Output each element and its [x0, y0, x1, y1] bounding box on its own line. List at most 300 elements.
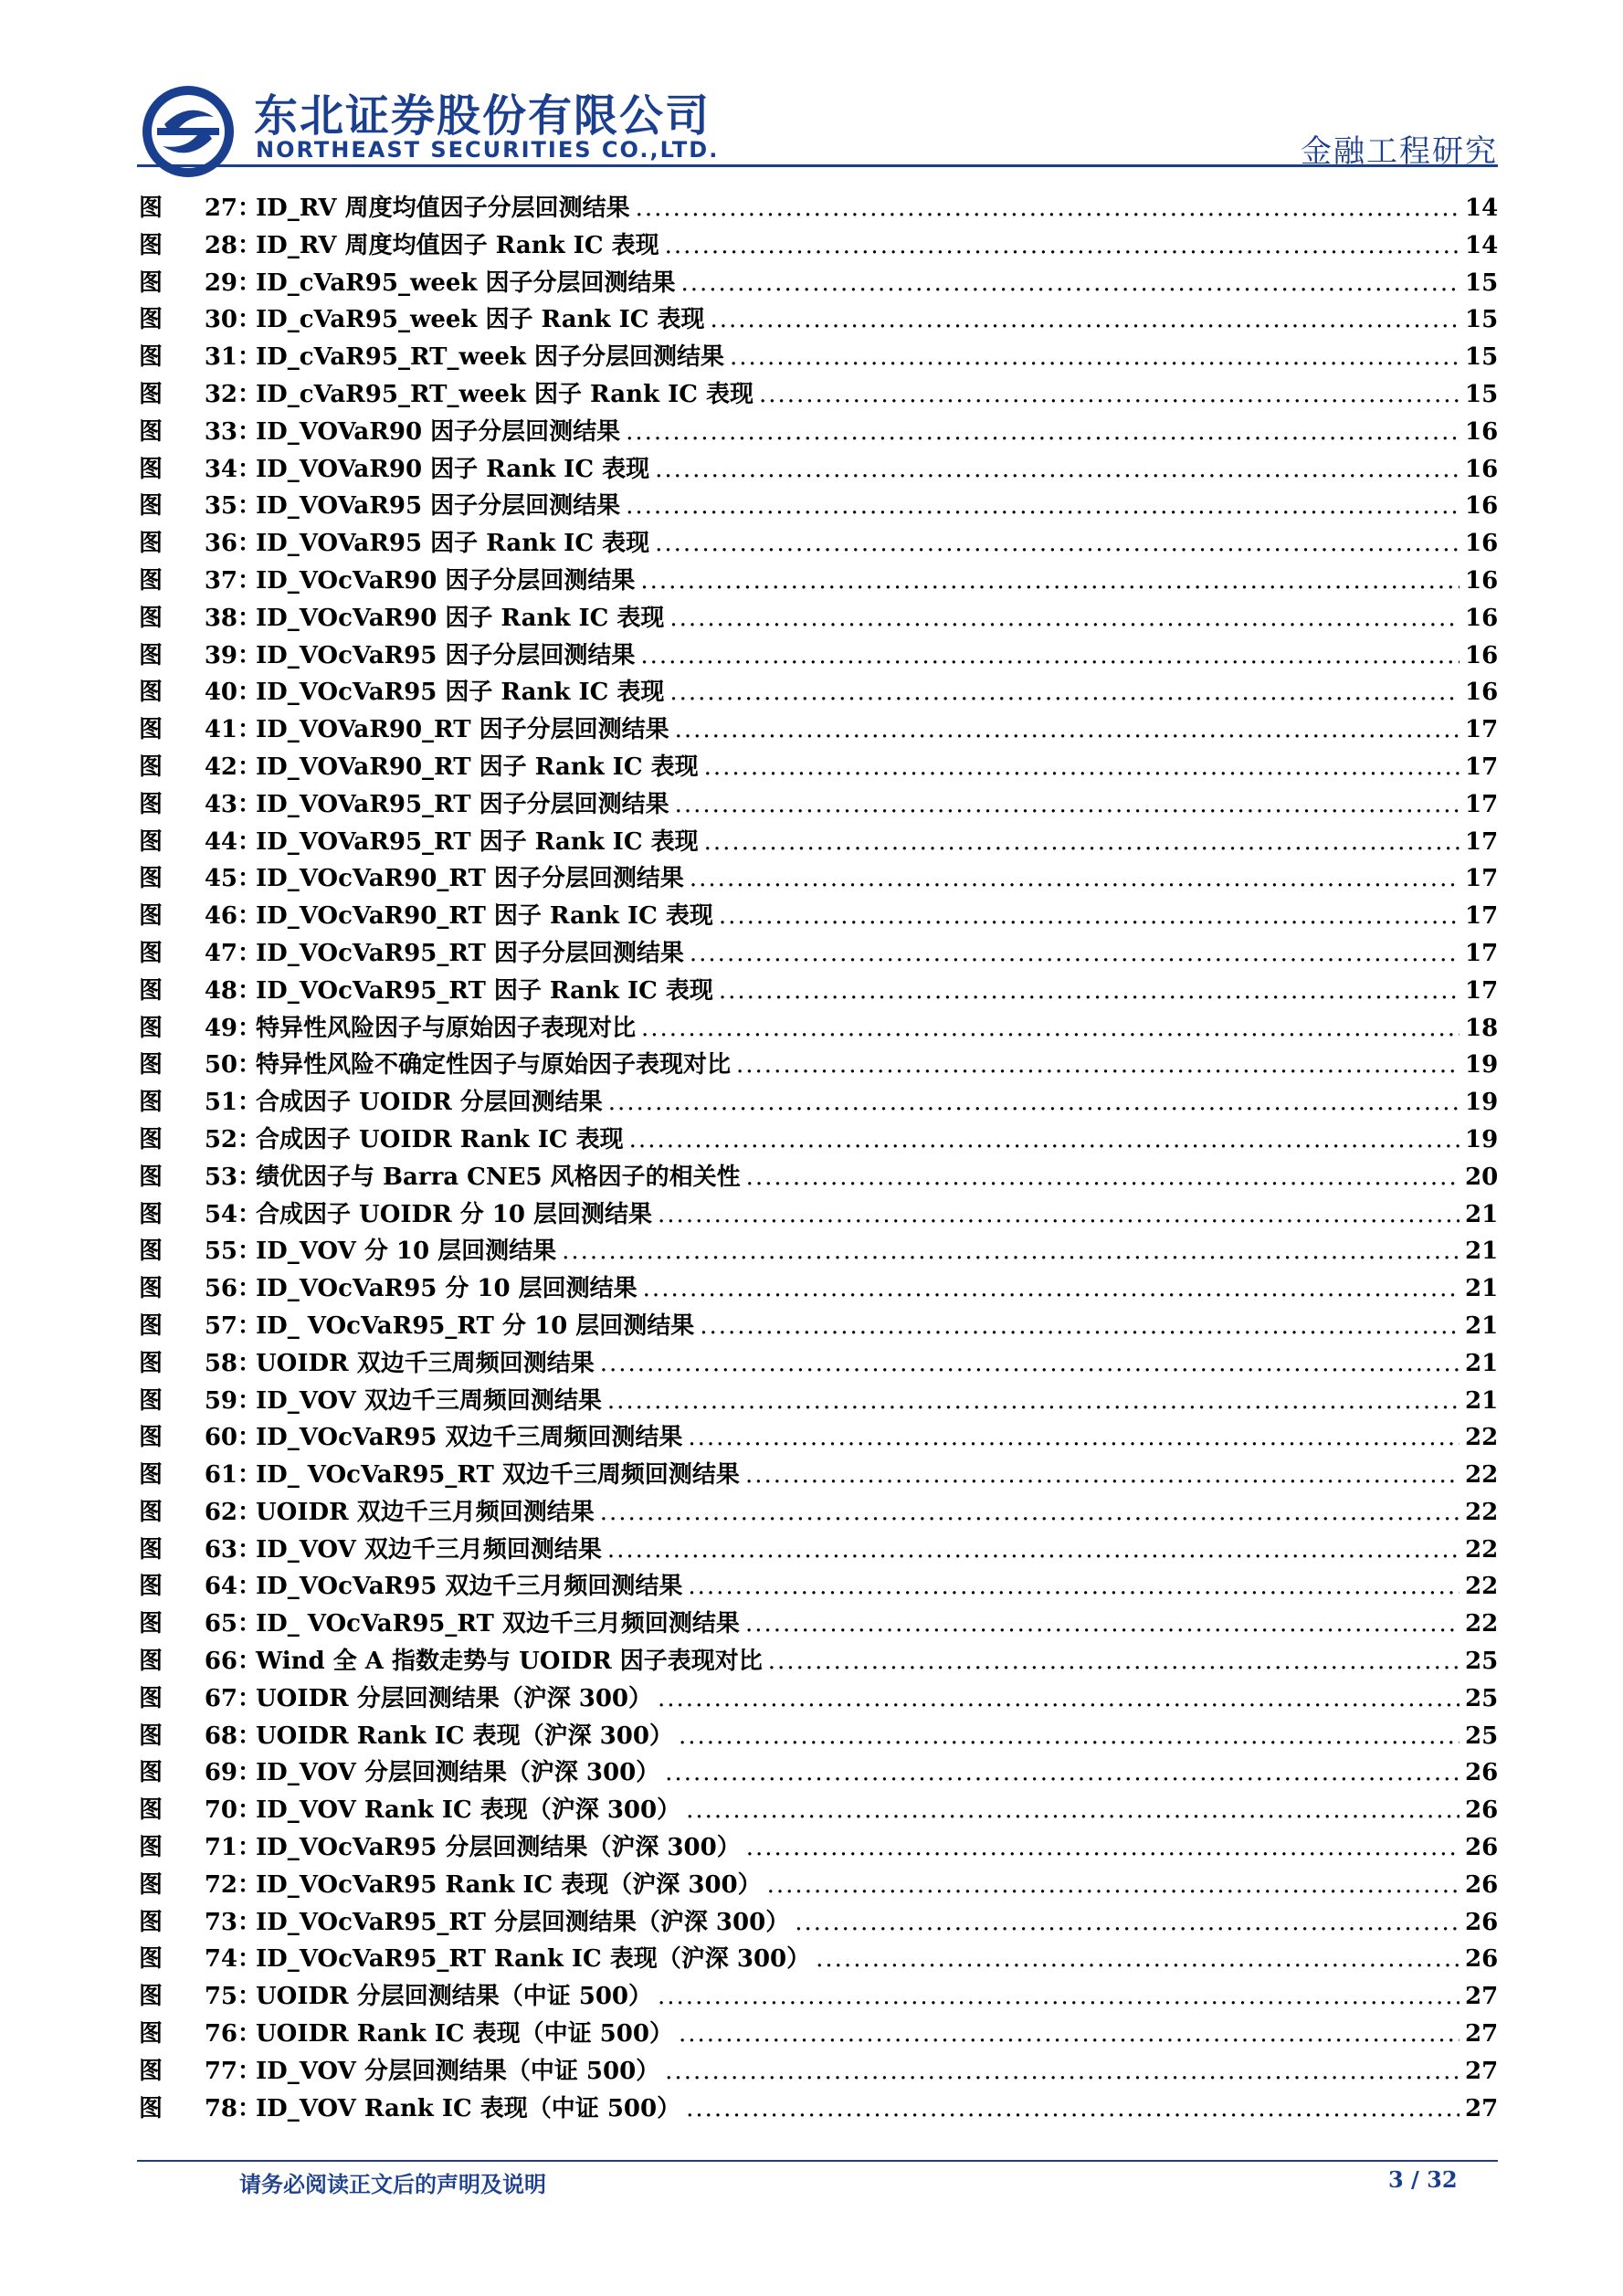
- toc-entry[interactable]: [139, 1718, 1498, 1755]
- toc-entry-label: 图: [139, 865, 163, 893]
- toc-entry[interactable]: [139, 935, 1498, 973]
- toc-entry-number: 57: [204, 1311, 237, 1340]
- toc-entry-leader: [736, 1047, 1460, 1084]
- figure-list: [139, 190, 1498, 2127]
- toc-entry-label: 图: [139, 2020, 163, 2048]
- toc-entry-leader: [665, 2053, 1460, 2091]
- toc-entry-colon: ：: [237, 417, 262, 446]
- toc-entry-label: 图: [139, 1311, 163, 1340]
- toc-entry-label: 图: [139, 1722, 163, 1750]
- toc-entry[interactable]: [139, 2053, 1498, 2091]
- toc-entry[interactable]: [139, 1457, 1498, 1494]
- toc-entry[interactable]: [139, 1606, 1498, 1643]
- toc-entry-colon: ：: [237, 1498, 262, 1526]
- toc-entry-colon: ：: [237, 231, 262, 259]
- toc-entry-colon: ：: [237, 604, 262, 632]
- toc-entry-label: 图: [139, 1573, 163, 1601]
- toc-entry[interactable]: [139, 1680, 1498, 1718]
- toc-entry-title: ID_RV 周度均值因子分层回测结果: [256, 195, 630, 222]
- toc-entry-number: 33: [204, 417, 237, 446]
- toc-entry-page: 22: [1465, 1535, 1499, 1564]
- toc-entry-page: 16: [1465, 679, 1499, 707]
- toc-entry-title: ID_ VOcVaR95_RT 双边千三月频回测结果: [256, 1610, 740, 1638]
- toc-entry-page: 25: [1465, 1648, 1499, 1676]
- toc-entry-title: ID_VOV Rank IC 表现（沪深 300）: [256, 1796, 681, 1825]
- toc-entry-page: 17: [1465, 976, 1499, 1005]
- toc-entry-leader: [688, 1419, 1460, 1457]
- toc-entry-colon: ：: [237, 1386, 262, 1415]
- toc-entry-number: 51: [204, 1089, 237, 1117]
- toc-entry[interactable]: [139, 2091, 1498, 2128]
- toc-entry[interactable]: [139, 898, 1498, 935]
- toc-entry-page: 19: [1465, 1125, 1499, 1153]
- toc-entry-colon: ：: [237, 1983, 262, 2011]
- toc-entry-number: 78: [204, 2094, 237, 2122]
- toc-entry-page: 15: [1465, 380, 1499, 408]
- toc-entry-page: 16: [1465, 455, 1499, 483]
- toc-entry[interactable]: [139, 637, 1498, 675]
- toc-entry-page: 16: [1465, 641, 1499, 669]
- toc-entry[interactable]: [139, 1345, 1498, 1383]
- toc-entry[interactable]: [139, 1941, 1498, 1978]
- toc-entry[interactable]: [139, 749, 1498, 786]
- toc-entry-number: 61: [204, 1461, 237, 1490]
- toc-entry-number: 50: [204, 1051, 237, 1080]
- toc-entry-colon: ：: [237, 2057, 262, 2085]
- toc-entry-colon: ：: [237, 1163, 262, 1191]
- toc-entry-page: 21: [1465, 1238, 1499, 1266]
- toc-entry-label: 图: [139, 939, 163, 967]
- toc-entry-page: 26: [1465, 1796, 1499, 1825]
- toc-entry-label: 图: [139, 1200, 163, 1228]
- toc-entry-leader: [675, 786, 1460, 824]
- toc-entry-leader: [679, 2016, 1460, 2053]
- toc-entry-label: 图: [139, 1498, 163, 1526]
- toc-entry[interactable]: [139, 339, 1498, 376]
- toc-entry[interactable]: [139, 227, 1498, 265]
- toc-entry[interactable]: [139, 414, 1498, 451]
- toc-entry-title: Wind 全 A 指数走势与 UOIDR 因子表现对比: [256, 1648, 763, 1676]
- toc-entry-colon: ：: [237, 679, 262, 707]
- toc-entry-label: 图: [139, 1610, 163, 1638]
- toc-entry-colon: ：: [237, 1834, 262, 1862]
- toc-entry-leader: [658, 1680, 1460, 1718]
- toc-entry-title: ID_VOVaR95_RT 因子 Rank IC 表现: [256, 827, 699, 856]
- toc-entry-label: 图: [139, 827, 163, 856]
- toc-entry[interactable]: [139, 1867, 1498, 1904]
- toc-entry[interactable]: [139, 1270, 1498, 1308]
- toc-entry[interactable]: [139, 711, 1498, 749]
- toc-entry-colon: ：: [237, 902, 262, 931]
- toc-entry[interactable]: [139, 376, 1498, 414]
- toc-entry-label: 图: [139, 1834, 163, 1862]
- toc-entry-label: 图: [139, 566, 163, 595]
- toc-entry[interactable]: [139, 525, 1498, 563]
- toc-entry[interactable]: [139, 824, 1498, 861]
- toc-entry[interactable]: [139, 1159, 1498, 1196]
- toc-entry-colon: ：: [237, 1275, 262, 1303]
- toc-entry-number: 66: [204, 1648, 237, 1676]
- toc-entry-label: 图: [139, 753, 163, 781]
- toc-entry-colon: ：: [237, 1125, 262, 1153]
- toc-entry[interactable]: [139, 1978, 1498, 2016]
- toc-entry-leader: [795, 1904, 1460, 1942]
- toc-entry-title: UOIDR 分层回测结果（沪深 300）: [256, 1684, 653, 1712]
- toc-entry[interactable]: [139, 1010, 1498, 1048]
- toc-entry-title: ID_VOV 双边千三月频回测结果: [256, 1535, 602, 1564]
- toc-entry-leader: [679, 1718, 1460, 1755]
- toc-entry-leader: [768, 1643, 1460, 1680]
- toc-entry-page: 25: [1465, 1722, 1499, 1750]
- toc-entry-label: 图: [139, 1275, 163, 1303]
- toc-entry-page: 17: [1465, 827, 1499, 856]
- toc-entry-number: 36: [204, 530, 237, 558]
- page-header: [137, 73, 1498, 174]
- disclaimer-note: 请务必阅读正文后的声明及说明: [239, 2172, 546, 2197]
- toc-entry-label: 图: [139, 716, 163, 744]
- toc-entry-leader: [816, 1941, 1460, 1978]
- toc-entry-number: 63: [204, 1535, 237, 1564]
- toc-entry-colon: ：: [237, 1535, 262, 1564]
- toc-entry-number: 70: [204, 1796, 237, 1825]
- toc-entry-title: ID_VOcVaR95_RT 因子 Rank IC 表现: [256, 976, 713, 1005]
- toc-entry[interactable]: [139, 600, 1498, 637]
- toc-entry-title: ID_cVaR95_week 因子 Rank IC 表现: [256, 306, 705, 334]
- toc-entry-leader: [658, 1978, 1460, 2016]
- toc-entry-page: 16: [1465, 566, 1499, 595]
- toc-entry-leader: [719, 973, 1460, 1010]
- toc-entry-colon: ：: [237, 1908, 262, 1936]
- toc-entry-leader: [675, 711, 1460, 749]
- toc-entry-title: ID_VOVaR90 因子 Rank IC 表现: [256, 455, 650, 483]
- toc-entry-title: ID_VOcVaR95_RT 分层回测结果（沪深 300）: [256, 1908, 790, 1936]
- toc-entry-title: ID_VOcVaR90_RT 因子 Rank IC 表现: [256, 902, 713, 931]
- toc-entry-page: 22: [1465, 1498, 1499, 1526]
- toc-entry-number: 71: [204, 1834, 237, 1862]
- toc-entry[interactable]: [139, 973, 1498, 1010]
- toc-entry-label: 图: [139, 195, 163, 222]
- toc-entry-number: 30: [204, 306, 237, 334]
- toc-entry-colon: ：: [237, 455, 262, 483]
- toc-entry-title: UOIDR 双边千三月频回测结果: [256, 1498, 595, 1526]
- toc-entry[interactable]: [139, 1047, 1498, 1084]
- toc-entry-colon: ：: [237, 1349, 262, 1377]
- toc-entry-page: 26: [1465, 1870, 1499, 1899]
- toc-entry-number: 52: [204, 1125, 237, 1153]
- toc-entry-title: ID_VOcVaR95 分 10 层回测结果: [256, 1275, 638, 1303]
- toc-entry[interactable]: [139, 1196, 1498, 1234]
- toc-entry-number: 73: [204, 1908, 237, 1936]
- toc-entry-colon: ：: [237, 1461, 262, 1490]
- toc-entry-leader: [607, 1532, 1460, 1569]
- toc-entry-page: 27: [1465, 2057, 1499, 2085]
- toc-entry-number: 59: [204, 1386, 237, 1415]
- toc-entry-number: 45: [204, 865, 237, 893]
- toc-entry-label: 图: [139, 1349, 163, 1377]
- toc-entry-leader: [719, 898, 1460, 935]
- toc-entry-page: 21: [1465, 1200, 1499, 1228]
- toc-entry-number: 32: [204, 380, 237, 408]
- toc-entry-colon: ：: [237, 1722, 262, 1750]
- toc-entry-colon: ：: [237, 939, 262, 967]
- toc-entry-leader: [669, 674, 1460, 711]
- toc-entry-title: ID_VOVaR95 因子分层回测结果: [256, 492, 621, 521]
- toc-entry-colon: ：: [237, 1648, 262, 1676]
- toc-entry-page: 22: [1465, 1610, 1499, 1638]
- toc-entry-colon: ：: [237, 380, 262, 408]
- toc-entry-label: 图: [139, 1014, 163, 1042]
- toc-entry-label: 图: [139, 1051, 163, 1080]
- toc-entry-page: 17: [1465, 902, 1499, 931]
- toc-entry-page: 26: [1465, 1908, 1499, 1936]
- toc-entry-colon: ：: [237, 790, 262, 818]
- toc-entry[interactable]: [139, 488, 1498, 525]
- toc-entry-leader: [700, 1308, 1460, 1345]
- toc-entry-title: ID_RV 周度均值因子 Rank IC 表现: [256, 231, 659, 259]
- toc-entry-title: ID_VOcVaR90 因子 Rank IC 表现: [256, 604, 665, 632]
- toc-entry-leader: [669, 600, 1460, 637]
- toc-entry-page: 17: [1465, 753, 1499, 781]
- toc-entry-leader: [643, 1270, 1460, 1308]
- toc-entry[interactable]: [139, 1419, 1498, 1457]
- toc-entry-title: UOIDR 双边千三周频回测结果: [256, 1349, 595, 1377]
- toc-entry-colon: ：: [237, 1014, 262, 1042]
- toc-entry[interactable]: [139, 1568, 1498, 1606]
- toc-entry-title: ID_VOcVaR95 双边千三周频回测结果: [256, 1424, 683, 1452]
- toc-entry-leader: [767, 1867, 1460, 1904]
- toc-entry-title: ID_cVaR95_week 因子分层回测结果: [256, 269, 676, 297]
- toc-entry-label: 图: [139, 902, 163, 931]
- toc-entry-number: 62: [204, 1498, 237, 1526]
- toc-entry[interactable]: [139, 1494, 1498, 1532]
- toc-entry-number: 39: [204, 641, 237, 669]
- toc-entry-colon: ：: [237, 530, 262, 558]
- toc-entry[interactable]: [139, 2016, 1498, 2053]
- toc-entry-number: 67: [204, 1684, 237, 1712]
- toc-entry-leader: [686, 1792, 1460, 1829]
- toc-entry-number: 72: [204, 1870, 237, 1899]
- toc-entry-number: 43: [204, 790, 237, 818]
- toc-entry-title: UOIDR Rank IC 表现（中证 500）: [256, 2020, 673, 2048]
- toc-entry-label: 图: [139, 343, 163, 372]
- toc-entry-title: ID_VOcVaR95_RT 因子分层回测结果: [256, 939, 684, 967]
- toc-entry-title: ID_cVaR95_RT_week 因子 Rank IC 表现: [256, 380, 754, 408]
- toc-entry-number: 68: [204, 1722, 237, 1750]
- toc-entry-title: ID_VOV Rank IC 表现（中证 500）: [256, 2094, 681, 2122]
- toc-entry-label: 图: [139, 1535, 163, 1564]
- toc-entry-page: 17: [1465, 790, 1499, 818]
- toc-entry-label: 图: [139, 1648, 163, 1676]
- toc-entry-label: 图: [139, 492, 163, 521]
- toc-entry-leader: [704, 824, 1460, 861]
- toc-entry-leader: [608, 1084, 1460, 1122]
- toc-entry-title: ID_VOcVaR95_RT Rank IC 表现（沪深 300）: [256, 1945, 811, 1974]
- toc-entry-label: 图: [139, 1163, 163, 1191]
- toc-entry-colon: ：: [237, 2094, 262, 2122]
- toc-entry-page: 15: [1465, 306, 1499, 334]
- toc-entry-title: ID_VOVaR90_RT 因子分层回测结果: [256, 716, 669, 744]
- toc-entry-number: 44: [204, 827, 237, 856]
- toc-entry[interactable]: [139, 786, 1498, 824]
- toc-entry-leader: [730, 339, 1460, 376]
- toc-entry-title: ID_VOV 分层回测结果（沪深 300）: [256, 1759, 660, 1787]
- toc-entry-colon: ：: [237, 827, 262, 856]
- toc-entry-colon: ：: [237, 2020, 262, 2048]
- toc-entry[interactable]: [139, 1383, 1498, 1420]
- toc-entry-leader: [704, 749, 1460, 786]
- toc-entry-label: 图: [139, 2094, 163, 2122]
- toc-entry[interactable]: [139, 1829, 1498, 1867]
- toc-entry-title: ID_VOVaR90_RT 因子 Rank IC 表现: [256, 753, 699, 781]
- toc-entry[interactable]: [139, 1643, 1498, 1680]
- toc-entry-title: 合成因子 UOIDR 分层回测结果: [256, 1089, 603, 1117]
- toc-entry-page: 21: [1465, 1349, 1499, 1377]
- company-name-en: NORTHEAST SECURITIES CO.,LTD.: [256, 137, 720, 163]
- toc-entry-colon: ：: [237, 1200, 262, 1228]
- toc-entry-label: 图: [139, 1461, 163, 1490]
- toc-entry-page: 15: [1465, 269, 1499, 297]
- toc-entry[interactable]: [139, 1122, 1498, 1159]
- toc-entry-leader: [641, 1010, 1460, 1048]
- toc-entry-number: 37: [204, 566, 237, 595]
- toc-entry-title: ID_VOcVaR90 因子分层回测结果: [256, 566, 636, 595]
- toc-entry-title: ID_ VOcVaR95_RT 双边千三周频回测结果: [256, 1461, 740, 1490]
- toc-entry-leader: [746, 1829, 1460, 1867]
- toc-entry-title: 特异性风险不确定性因子与原始因子表现对比: [256, 1051, 732, 1080]
- toc-entry-colon: ：: [237, 1796, 262, 1825]
- toc-entry[interactable]: [139, 451, 1498, 489]
- toc-entry-leader: [745, 1457, 1460, 1494]
- toc-entry-leader: [665, 1754, 1460, 1792]
- toc-entry[interactable]: [139, 563, 1498, 600]
- toc-entry-title: ID_VOcVaR95 双边千三月频回测结果: [256, 1573, 683, 1601]
- toc-entry-title: ID_VOcVaR95 Rank IC 表现（沪深 300）: [256, 1870, 762, 1899]
- toc-entry-title: ID_VOV 分层回测结果（中证 500）: [256, 2057, 660, 2085]
- toc-entry-page: 17: [1465, 939, 1499, 967]
- header-divider: [137, 164, 1498, 167]
- toc-entry-number: 40: [204, 679, 237, 707]
- toc-entry-title: 合成因子 UOIDR 分 10 层回测结果: [256, 1200, 653, 1228]
- toc-entry-number: 27: [204, 195, 237, 222]
- toc-entry-page: 27: [1465, 2094, 1499, 2122]
- toc-entry-leader: [665, 227, 1460, 265]
- toc-entry-label: 图: [139, 455, 163, 483]
- toc-entry-colon: ：: [237, 641, 262, 669]
- toc-entry-number: 46: [204, 902, 237, 931]
- toc-entry-page: 27: [1465, 2020, 1499, 2048]
- toc-entry-label: 图: [139, 790, 163, 818]
- toc-entry-number: 31: [204, 343, 237, 372]
- toc-entry-colon: ：: [237, 1573, 262, 1601]
- toc-entry-leader: [655, 451, 1460, 489]
- toc-entry-title: ID_cVaR95_RT_week 因子分层回测结果: [256, 343, 724, 372]
- toc-entry-leader: [640, 637, 1460, 675]
- toc-entry-label: 图: [139, 417, 163, 446]
- toc-entry-leader: [607, 1383, 1460, 1420]
- toc-entry-leader: [655, 525, 1460, 563]
- toc-entry-leader: [636, 190, 1460, 227]
- toc-entry-label: 图: [139, 641, 163, 669]
- toc-entry-colon: ：: [237, 1870, 262, 1899]
- toc-entry-leader: [626, 488, 1460, 525]
- toc-entry-leader: [710, 301, 1460, 339]
- toc-entry-page: 18: [1465, 1014, 1499, 1042]
- toc-entry-page: 26: [1465, 1945, 1499, 1974]
- toc-entry-page: 14: [1465, 231, 1499, 259]
- toc-entry[interactable]: [139, 860, 1498, 898]
- toc-entry[interactable]: [139, 1904, 1498, 1942]
- toc-entry-label: 图: [139, 530, 163, 558]
- toc-entry[interactable]: [139, 1084, 1498, 1122]
- toc-entry-number: 28: [204, 231, 237, 259]
- toc-entry-leader: [690, 935, 1460, 973]
- toc-entry-leader: [562, 1233, 1460, 1270]
- toc-entry-title: ID_VOVaR95_RT 因子分层回测结果: [256, 790, 669, 818]
- toc-entry-label: 图: [139, 2057, 163, 2085]
- toc-entry-label: 图: [139, 604, 163, 632]
- toc-entry-colon: ：: [237, 865, 262, 893]
- toc-entry-colon: ：: [237, 1610, 262, 1638]
- toc-entry-colon: ：: [237, 1051, 262, 1080]
- toc-entry-label: 图: [139, 1983, 163, 2011]
- toc-entry-number: 60: [204, 1424, 237, 1452]
- toc-entry[interactable]: [139, 674, 1498, 711]
- toc-entry[interactable]: [139, 265, 1498, 302]
- toc-entry[interactable]: [139, 1308, 1498, 1345]
- toc-entry-number: 74: [204, 1945, 237, 1974]
- toc-entry-leader: [746, 1159, 1460, 1196]
- toc-entry[interactable]: [139, 1233, 1498, 1270]
- toc-entry-title: ID_VOcVaR95 因子 Rank IC 表现: [256, 679, 665, 707]
- toc-entry-number: 75: [204, 1983, 237, 2011]
- toc-entry-number: 76: [204, 2020, 237, 2048]
- toc-entry-page: 16: [1465, 530, 1499, 558]
- toc-entry-colon: ：: [237, 976, 262, 1005]
- toc-entry-label: 图: [139, 1796, 163, 1825]
- toc-entry[interactable]: [139, 1532, 1498, 1569]
- toc-entry-colon: ：: [237, 1089, 262, 1117]
- toc-entry-label: 图: [139, 1125, 163, 1153]
- toc-entry-leader: [626, 414, 1460, 451]
- toc-entry-title: 绩优因子与 Barra CNE5 风格因子的相关性: [256, 1163, 741, 1191]
- toc-entry-page: 19: [1465, 1051, 1499, 1080]
- toc-entry-page: 15: [1465, 343, 1499, 372]
- toc-entry-leader: [658, 1196, 1460, 1234]
- toc-entry-number: 58: [204, 1349, 237, 1377]
- toc-entry-label: 图: [139, 269, 163, 297]
- toc-entry-colon: ：: [237, 1684, 262, 1712]
- toc-entry[interactable]: [139, 301, 1498, 339]
- toc-entry-page: 26: [1465, 1759, 1499, 1787]
- toc-entry-page: 19: [1465, 1089, 1499, 1117]
- toc-entry-leader: [759, 376, 1460, 414]
- toc-entry-title: 合成因子 UOIDR Rank IC 表现: [256, 1125, 624, 1153]
- toc-entry-number: 34: [204, 455, 237, 483]
- toc-entry-label: 图: [139, 1945, 163, 1974]
- toc-entry-page: 21: [1465, 1311, 1499, 1340]
- toc-entry-number: 41: [204, 716, 237, 744]
- toc-entry-number: 77: [204, 2057, 237, 2085]
- toc-entry[interactable]: [139, 1754, 1498, 1792]
- toc-entry-number: 49: [204, 1014, 237, 1042]
- toc-entry-label: 图: [139, 1089, 163, 1117]
- toc-entry-page: 22: [1465, 1424, 1499, 1452]
- department-title: 金融工程研究: [1301, 133, 1498, 170]
- toc-entry-number: 42: [204, 753, 237, 781]
- toc-entry[interactable]: [139, 190, 1498, 227]
- toc-entry-page: 16: [1465, 604, 1499, 632]
- toc-entry[interactable]: [139, 1792, 1498, 1829]
